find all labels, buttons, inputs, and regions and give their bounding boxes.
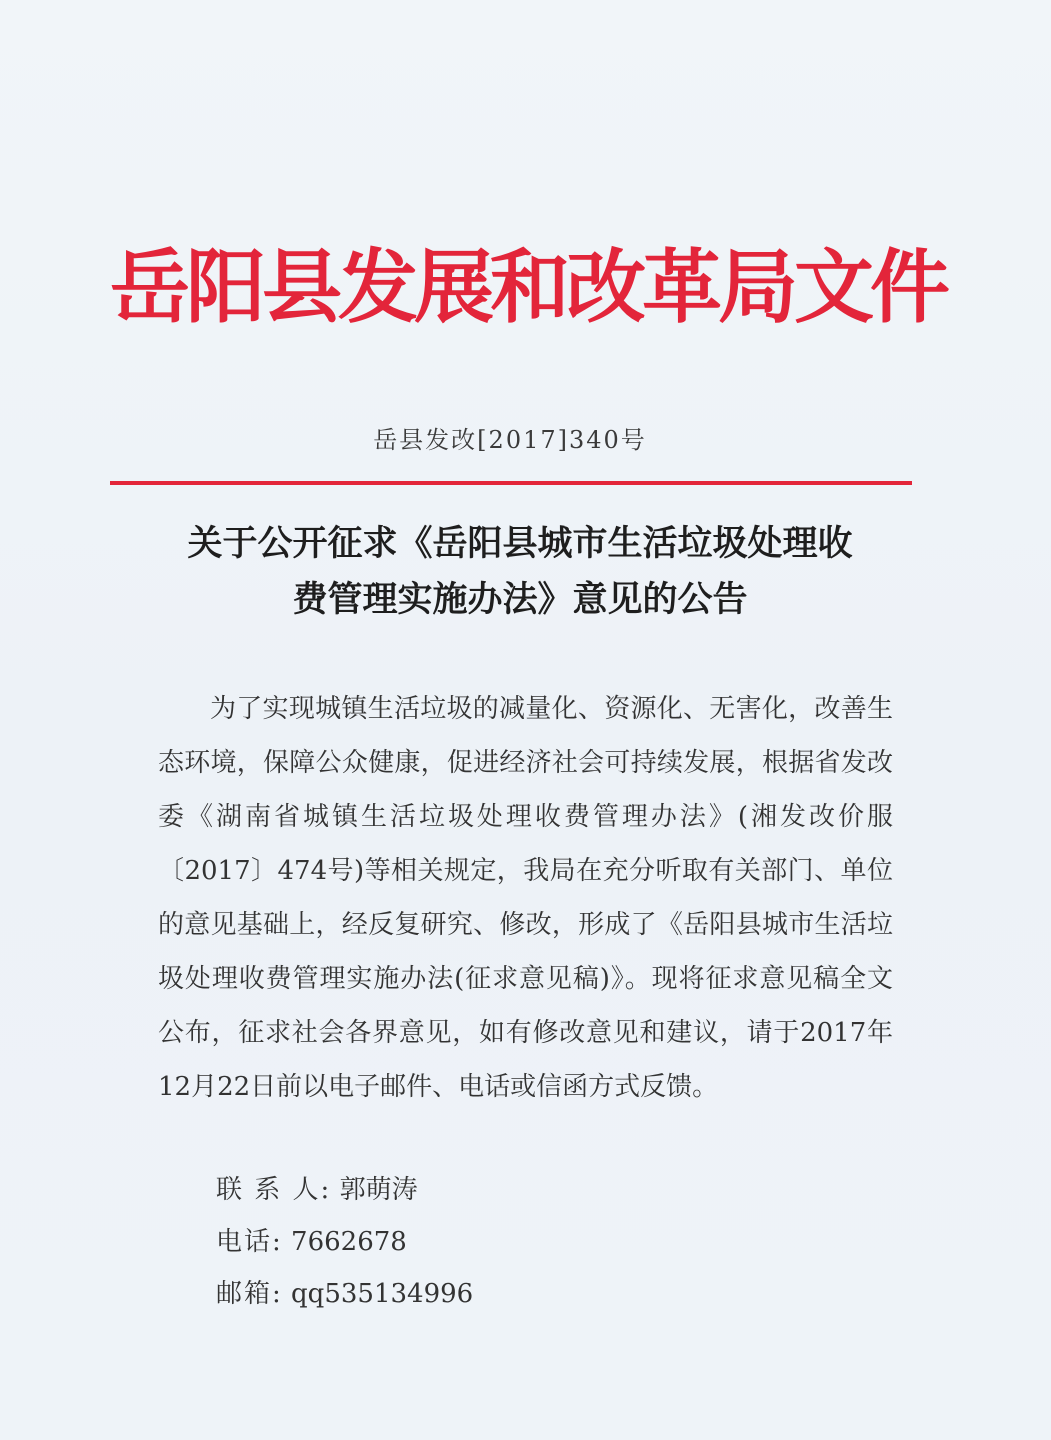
contact-person-label: 联 系 人: — [216, 1175, 332, 1205]
contact-email — [216, 1274, 473, 1314]
notice-title-line-2: 费管理实施办法》意见的公告 — [292, 580, 748, 620]
issuer-header: 岳阳县发展和改革局文件 — [110, 240, 946, 334]
contact-person-value: 郭萌涛 — [339, 1175, 418, 1205]
contact-phone-value: 7662678 — [291, 1227, 407, 1257]
notice-title-line-1: 关于公开征求《岳阳县城市生活垃圾处理收 — [187, 524, 853, 564]
contact-email-label: 邮箱: — [216, 1279, 283, 1309]
notice-body: 为了实现城镇生活垃圾的减量化、资源化、无害化，改善生态环境，保障公众健康，促进经济社会可持续发展，根据省发改委《湖南省城镇生活垃圾处理收费管理办法》(湘发改价服〔2017〕474号)等相关规定，我局在充分听取有关部门、单位的意见基础上，经反复研究、修改，形成了《岳阳县城市生活垃圾处理收费管理实施办法(征求意见稿)》。现将征求意见稿全文公布，征求社会各界意见，如有修改意见和建议，请于2017年12月22日前以电子邮件、电话或信函方式反馈。 — [158, 694, 893, 1102]
contact-person — [216, 1170, 418, 1210]
contact-phone — [216, 1222, 407, 1262]
notice-title — [110, 516, 930, 628]
contact-phone-label: 电话: — [216, 1227, 283, 1257]
document-number: 岳县发改[2017]340号 — [373, 426, 647, 454]
red-divider — [110, 481, 912, 485]
contact-email-value: qq535134996 — [291, 1279, 474, 1309]
